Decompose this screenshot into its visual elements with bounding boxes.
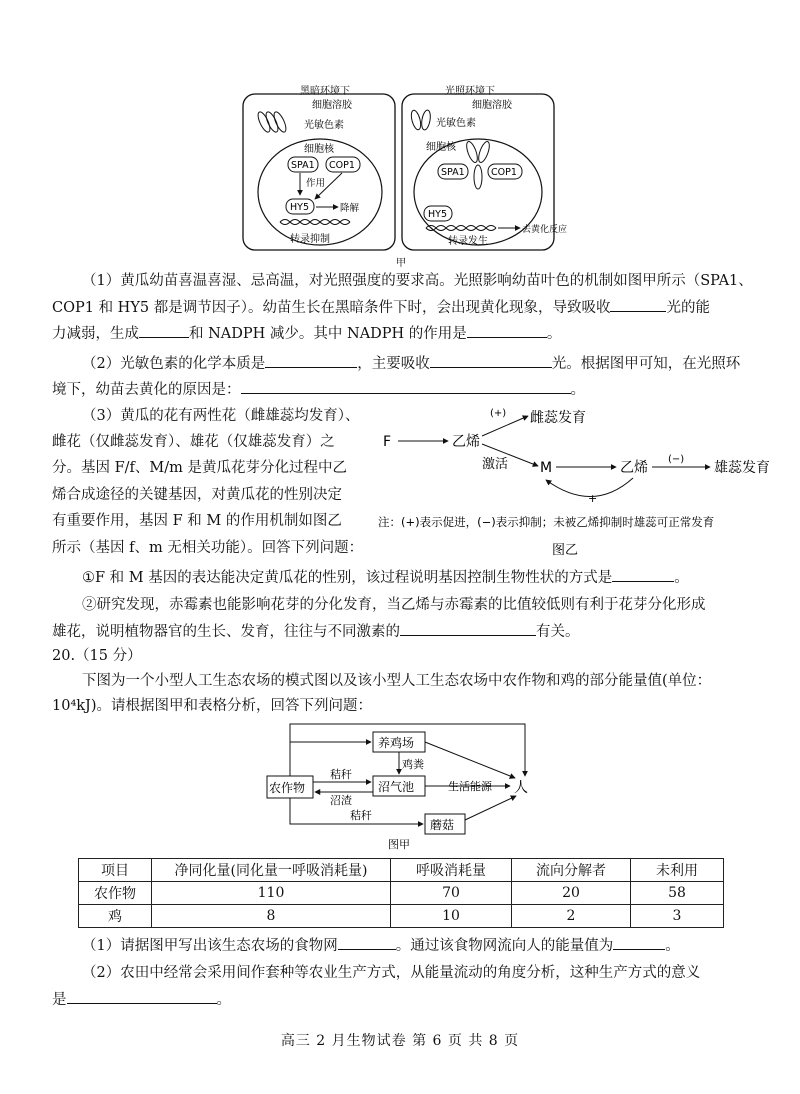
crops-label: 农作物 bbox=[269, 781, 306, 795]
dark-phytochrome: 光敏色素 bbox=[304, 120, 344, 131]
yi-note: 注：(+)表示促进，(−)表示抑制；未被乙烯抑制时雄蕊可正常发育 bbox=[378, 515, 715, 529]
dark-nucleus-label: 细胞核 bbox=[304, 144, 334, 155]
yi-stamen: 雄蕊发育 bbox=[714, 460, 770, 476]
light-spa1: SPA1 bbox=[441, 167, 465, 178]
table-header: 净同化量(同化量一呼吸消耗量) bbox=[152, 859, 391, 882]
light-transcription: 转录发生 bbox=[448, 236, 488, 247]
q3-sub2-line1: ②研究发现，赤霉素也能影响花芽的分化发育，当乙烯与赤霉素的比值较低则有利于花芽分化形成 bbox=[82, 597, 706, 613]
figure-yi bbox=[378, 404, 790, 560]
table-cell: 110 bbox=[152, 882, 391, 905]
light-phytochrome: 光敏色素 bbox=[436, 118, 476, 129]
light-title: 光照环境下 bbox=[445, 86, 495, 97]
q20-intro2: 10⁴kJ)。请根据图甲和表格分析，回答下列问题： bbox=[52, 698, 373, 714]
light-hy5: HY5 bbox=[428, 209, 447, 220]
q3-sub2-line2: 雄花，说明植物器官的生长、发育，往往与不同激素的 有关。 bbox=[52, 620, 752, 643]
table-row bbox=[79, 905, 724, 928]
table-header: 项目 bbox=[79, 859, 152, 882]
energy-table bbox=[78, 858, 724, 928]
farm-caption: 图甲 bbox=[388, 838, 410, 851]
residue-label: 沼渣 bbox=[330, 794, 352, 807]
yi-ethylene2: 乙烯 bbox=[620, 460, 648, 476]
human-label: 人 bbox=[514, 780, 528, 796]
yi-plus: (+) bbox=[490, 408, 507, 419]
figure-farm bbox=[260, 720, 550, 852]
table-cell: 3 bbox=[631, 905, 724, 928]
light-cop1: COP1 bbox=[491, 167, 517, 178]
q20-heading: 20.（15 分） bbox=[52, 648, 142, 664]
dark-title: 黑暗环境下 bbox=[300, 86, 350, 97]
straw2-label: 秸秆 bbox=[350, 809, 372, 822]
dark-hy5: HY5 bbox=[290, 202, 309, 213]
table-row bbox=[79, 882, 724, 905]
light-phytochrome-nucleus-icon bbox=[464, 140, 491, 189]
yi-pistil: 雌蕊发育 bbox=[530, 410, 586, 426]
q2-line1: （2）光敏色素的化学本质是 ，主要吸收 光。根据图甲可知，在光照环 bbox=[52, 352, 752, 375]
light-nucleus-label: 细胞核 bbox=[426, 142, 456, 153]
table-cell: 8 bbox=[152, 905, 391, 928]
table-cell: 农作物 bbox=[79, 882, 152, 905]
q3-line3: 分。基因 F/f、M/m 是黄瓜花芽分化过程中乙 bbox=[52, 460, 348, 476]
chicken-farm-label: 养鸡场 bbox=[378, 736, 415, 750]
q1-line3: 力减弱，生成 和 NADPH 减少。其中 NADPH 的作用是 。 bbox=[52, 322, 752, 345]
page-footer: 高三 2 月生物试卷 第 6 页 共 8 页 bbox=[280, 1033, 520, 1049]
biogas-label: 沼气池 bbox=[378, 780, 415, 794]
table-cell: 70 bbox=[391, 882, 512, 905]
yi-feedback: + bbox=[588, 492, 598, 505]
light-cytoplasm: 细胞溶胶 bbox=[472, 100, 512, 111]
q3-line5: 有重要作用，基因 F 和 M 的作用机制如图乙 bbox=[52, 513, 342, 529]
table-cell: 10 bbox=[391, 905, 512, 928]
table-cell: 2 bbox=[512, 905, 631, 928]
q20-sub2-line2: 是 。 bbox=[52, 988, 752, 1011]
dark-cop1: COP1 bbox=[329, 160, 355, 171]
q1-line2: COP1 和 HY5 都是调节因子）。幼苗生长在黑暗条件下时，会出现黄化现象，导致吸收 光的能 bbox=[52, 296, 752, 319]
q2-line2: 境下，幼苗去黄化的原因是： 。 bbox=[52, 378, 752, 401]
q20-sub1: （1）请据图甲写出该生态农场的食物网 。通过该食物网流向人的能量值为 。 bbox=[52, 934, 752, 957]
phytochrome-icon bbox=[256, 110, 289, 133]
figure-jia bbox=[240, 82, 568, 269]
light-deyellow: 去黄化反应 bbox=[522, 225, 568, 235]
dark-action: 作用 bbox=[306, 178, 326, 189]
yi-activate: 激活 bbox=[482, 457, 509, 472]
dark-cytoplasm: 细胞溶胶 bbox=[312, 100, 352, 111]
yi-caption: 图乙 bbox=[552, 543, 579, 558]
table-header: 呼吸消耗量 bbox=[391, 859, 512, 882]
yi-M: M bbox=[540, 460, 553, 476]
q20-sub2-line1: （2）农田中经常会采用间作套种等农业生产方式，从能量流动的角度分析，这种生产方式的意义 bbox=[82, 965, 701, 981]
q3-line2: 雌花（仅雌蕊发育）、雄花（仅雄蕊发育）之 bbox=[52, 434, 335, 450]
energy-label: 生活能源 bbox=[448, 780, 492, 793]
table-header-row bbox=[79, 859, 724, 882]
yi-F: F bbox=[383, 434, 392, 450]
straw1-label: 秸秆 bbox=[330, 768, 352, 781]
q1-line1: （1）黄瓜幼苗喜温喜湿、忌高温，对光照强度的要求高。光照影响幼苗叶色的机制如图甲所示（SPA1、 bbox=[82, 273, 753, 289]
table-cell: 20 bbox=[512, 882, 631, 905]
q20-intro1: 下图为一个小型人工生态农场的模式图以及该小型人工生态农场中农作物和鸡的部分能量值(单位： bbox=[82, 673, 712, 689]
yi-ethylene1: 乙烯 bbox=[452, 434, 480, 450]
table-cell: 鸡 bbox=[79, 905, 152, 928]
table-header: 流向分解者 bbox=[512, 859, 631, 882]
dark-degrade: 降解 bbox=[340, 203, 360, 214]
table-cell: 58 bbox=[631, 882, 724, 905]
q3-line4: 烯合成途径的关键基因，对黄瓜花的性别决定 bbox=[52, 487, 342, 503]
q3-line1: （3）黄瓜的花有两性花（雌雄蕊均发育）、 bbox=[82, 408, 360, 424]
yi-minus: (−) bbox=[668, 454, 685, 465]
q3-line6: 所示（基因 f、m 无相关功能）。回答下列问题： bbox=[52, 540, 364, 556]
manure-label: 鸡粪 bbox=[402, 758, 424, 771]
mushroom-label: 蘑菇 bbox=[430, 818, 455, 832]
figure-jia-caption: 甲 bbox=[396, 258, 406, 269]
light-phytochrome-icon bbox=[410, 109, 432, 130]
q3-sub1: ①F 和 M 基因的表达能决定黄瓜花的性别，该过程说明基因控制生物性状的方式是 。 bbox=[52, 566, 752, 589]
dark-transcription: 转录抑制 bbox=[290, 234, 330, 245]
dark-spa1: SPA1 bbox=[291, 160, 315, 171]
table-header: 未利用 bbox=[631, 859, 724, 882]
